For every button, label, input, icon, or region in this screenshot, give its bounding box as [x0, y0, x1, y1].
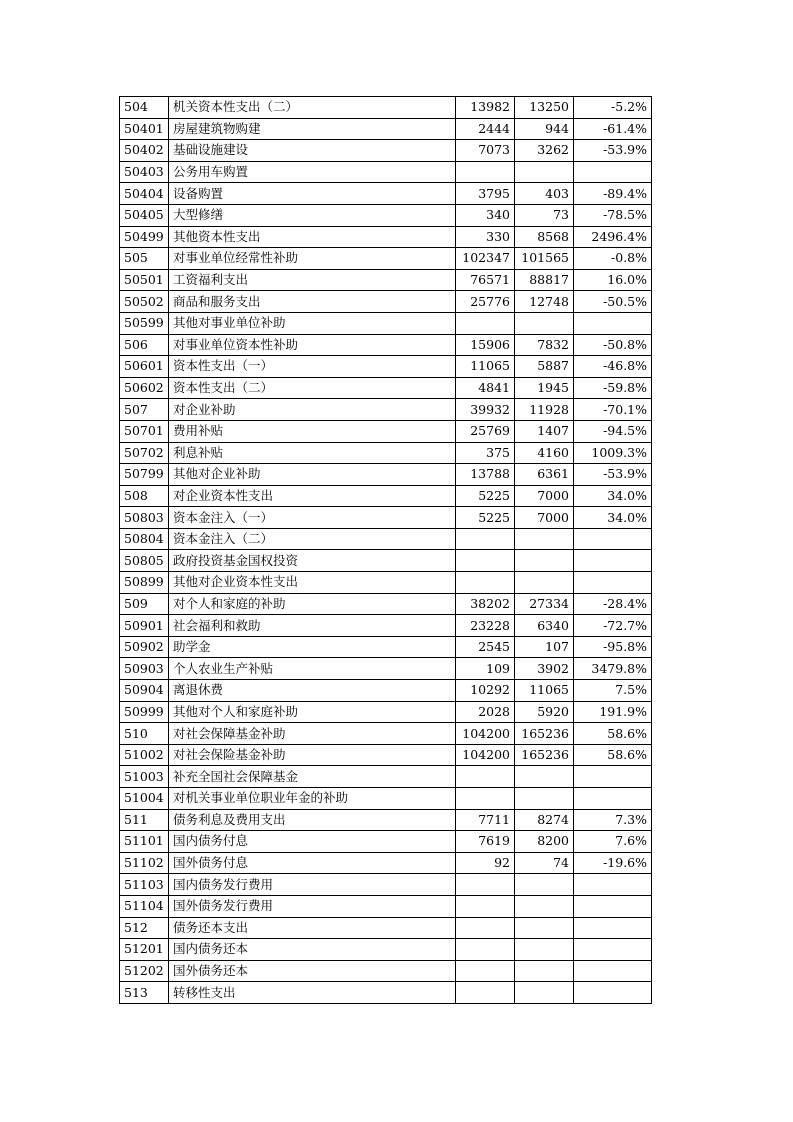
code-cell: 51104: [120, 895, 169, 917]
value-2019-cell: [456, 528, 515, 550]
name-cell: 对社会保障基金补助: [169, 723, 456, 745]
value-2019-cell: 330: [456, 226, 515, 248]
table-row: [120, 356, 652, 378]
code-cell: 50901: [120, 615, 169, 637]
change-percent-cell: [574, 874, 652, 896]
table-row: [120, 723, 652, 745]
name-cell: 房屋建筑物购建: [169, 118, 456, 140]
value-2019-cell: 25769: [456, 420, 515, 442]
change-percent-cell: 34.0%: [574, 485, 652, 507]
name-cell: 债务利息及费用支出: [169, 809, 456, 831]
value-2019-cell: [456, 917, 515, 939]
table-row: [120, 485, 652, 507]
code-cell: 51102: [120, 852, 169, 874]
name-cell: 工资福利支出: [169, 269, 456, 291]
change-percent-cell: 7.3%: [574, 809, 652, 831]
code-cell: 506: [120, 334, 169, 356]
table-row: [120, 269, 652, 291]
table-row: [120, 982, 652, 1004]
name-cell: 其他对事业单位补助: [169, 312, 456, 334]
table-row: [120, 226, 652, 248]
change-percent-cell: -53.9%: [574, 140, 652, 162]
value-2019-cell: [456, 788, 515, 810]
change-percent-cell: [574, 939, 652, 961]
table-row: [120, 97, 652, 119]
table-row: [120, 464, 652, 486]
table-row: [120, 895, 652, 917]
change-percent-cell: [574, 982, 652, 1004]
value-2020-cell: [515, 572, 574, 594]
code-cell: 505: [120, 248, 169, 270]
value-2020-cell: 7000: [515, 485, 574, 507]
table-row: [120, 312, 652, 334]
change-percent-cell: -50.5%: [574, 291, 652, 313]
value-2019-cell: 2028: [456, 701, 515, 723]
value-2020-cell: [515, 917, 574, 939]
value-2019-cell: [456, 874, 515, 896]
name-cell: 其他对企业补助: [169, 464, 456, 486]
value-2019-cell: 375: [456, 442, 515, 464]
name-cell: 其他资本性支出: [169, 226, 456, 248]
code-cell: 50502: [120, 291, 169, 313]
name-cell: 国外债务还本: [169, 960, 456, 982]
code-cell: 50404: [120, 183, 169, 205]
value-2020-cell: 7000: [515, 507, 574, 529]
value-2019-cell: 2444: [456, 118, 515, 140]
code-cell: 50904: [120, 680, 169, 702]
name-cell: 对企业资本性支出: [169, 485, 456, 507]
code-cell: 50401: [120, 118, 169, 140]
change-percent-cell: -72.7%: [574, 615, 652, 637]
value-2020-cell: 944: [515, 118, 574, 140]
value-2020-cell: 403: [515, 183, 574, 205]
value-2019-cell: 13788: [456, 464, 515, 486]
value-2020-cell: 3262: [515, 140, 574, 162]
change-percent-cell: -53.9%: [574, 464, 652, 486]
change-percent-cell: [574, 788, 652, 810]
change-percent-cell: 7.5%: [574, 680, 652, 702]
table-row: [120, 680, 652, 702]
value-2019-cell: 15906: [456, 334, 515, 356]
change-percent-cell: 3479.8%: [574, 658, 652, 680]
value-2020-cell: 11065: [515, 680, 574, 702]
value-2020-cell: 6340: [515, 615, 574, 637]
name-cell: 助学金: [169, 636, 456, 658]
change-percent-cell: -61.4%: [574, 118, 652, 140]
change-percent-cell: -89.4%: [574, 183, 652, 205]
code-cell: 50403: [120, 161, 169, 183]
change-percent-cell: [574, 528, 652, 550]
value-2019-cell: 7711: [456, 809, 515, 831]
code-cell: 50405: [120, 204, 169, 226]
code-cell: 51101: [120, 831, 169, 853]
name-cell: 对企业补助: [169, 399, 456, 421]
change-percent-cell: [574, 960, 652, 982]
name-cell: 资本性支出（一）: [169, 356, 456, 378]
name-cell: 其他对企业资本性支出: [169, 572, 456, 594]
table-row: [120, 874, 652, 896]
table-row: [120, 960, 652, 982]
change-percent-cell: -59.8%: [574, 377, 652, 399]
change-percent-cell: -46.8%: [574, 356, 652, 378]
value-2019-cell: 38202: [456, 593, 515, 615]
name-cell: 对个人和家庭的补助: [169, 593, 456, 615]
value-2019-cell: 25776: [456, 291, 515, 313]
change-percent-cell: [574, 917, 652, 939]
change-percent-cell: -0.8%: [574, 248, 652, 270]
name-cell: 基础设施建设: [169, 140, 456, 162]
value-2020-cell: 1945: [515, 377, 574, 399]
table-row: [120, 939, 652, 961]
value-2019-cell: [456, 939, 515, 961]
table-row: [120, 118, 652, 140]
value-2019-cell: 5225: [456, 485, 515, 507]
value-2019-cell: 76571: [456, 269, 515, 291]
table-row: [120, 334, 652, 356]
value-2020-cell: [515, 161, 574, 183]
change-percent-cell: 1009.3%: [574, 442, 652, 464]
value-2020-cell: [515, 960, 574, 982]
name-cell: 对事业单位资本性补助: [169, 334, 456, 356]
table-row: [120, 809, 652, 831]
code-cell: 50804: [120, 528, 169, 550]
value-2020-cell: 7832: [515, 334, 574, 356]
value-2020-cell: [515, 550, 574, 572]
value-2020-cell: [515, 312, 574, 334]
name-cell: 转移性支出: [169, 982, 456, 1004]
code-cell: 50601: [120, 356, 169, 378]
code-cell: 512: [120, 917, 169, 939]
value-2020-cell: 6361: [515, 464, 574, 486]
value-2020-cell: 1407: [515, 420, 574, 442]
change-percent-cell: -78.5%: [574, 204, 652, 226]
code-cell: 50902: [120, 636, 169, 658]
change-percent-cell: -28.4%: [574, 593, 652, 615]
value-2019-cell: 3795: [456, 183, 515, 205]
table-row: [120, 744, 652, 766]
name-cell: 政府投资基金国权投资: [169, 550, 456, 572]
table-row: [120, 593, 652, 615]
value-2019-cell: 104200: [456, 723, 515, 745]
value-2019-cell: [456, 572, 515, 594]
value-2020-cell: 11928: [515, 399, 574, 421]
value-2020-cell: [515, 766, 574, 788]
table-row: [120, 140, 652, 162]
value-2020-cell: 5920: [515, 701, 574, 723]
value-2020-cell: 165236: [515, 723, 574, 745]
value-2019-cell: 39932: [456, 399, 515, 421]
change-percent-cell: [574, 550, 652, 572]
name-cell: 商品和服务支出: [169, 291, 456, 313]
name-cell: 设备购置: [169, 183, 456, 205]
value-2020-cell: [515, 939, 574, 961]
change-percent-cell: 2496.4%: [574, 226, 652, 248]
name-cell: 对事业单位经常性补助: [169, 248, 456, 270]
value-2019-cell: [456, 766, 515, 788]
name-cell: 大型修缮: [169, 204, 456, 226]
value-2020-cell: 8200: [515, 831, 574, 853]
name-cell: 社会福利和救助: [169, 615, 456, 637]
value-2020-cell: 27334: [515, 593, 574, 615]
value-2019-cell: 92: [456, 852, 515, 874]
name-cell: 国外债务发行费用: [169, 895, 456, 917]
change-percent-cell: [574, 895, 652, 917]
table-row: [120, 550, 652, 572]
value-2019-cell: [456, 550, 515, 572]
code-cell: 50499: [120, 226, 169, 248]
name-cell: 利息补贴: [169, 442, 456, 464]
table-row: [120, 291, 652, 313]
value-2020-cell: [515, 528, 574, 550]
value-2020-cell: [515, 982, 574, 1004]
change-percent-cell: -70.1%: [574, 399, 652, 421]
change-percent-cell: -50.8%: [574, 334, 652, 356]
budget-expenditure-table: [119, 96, 652, 1004]
code-cell: 507: [120, 399, 169, 421]
value-2019-cell: 7619: [456, 831, 515, 853]
change-percent-cell: -19.6%: [574, 852, 652, 874]
value-2020-cell: 8568: [515, 226, 574, 248]
name-cell: 国内债务付息: [169, 831, 456, 853]
code-cell: 510: [120, 723, 169, 745]
code-cell: 50805: [120, 550, 169, 572]
code-cell: 508: [120, 485, 169, 507]
code-cell: 511: [120, 809, 169, 831]
table-row: [120, 658, 652, 680]
change-percent-cell: [574, 572, 652, 594]
table-row: [120, 917, 652, 939]
value-2020-cell: 73: [515, 204, 574, 226]
table-row: [120, 615, 652, 637]
name-cell: 机关资本性支出（二）: [169, 97, 456, 119]
value-2020-cell: [515, 874, 574, 896]
value-2019-cell: 23228: [456, 615, 515, 637]
name-cell: 费用补贴: [169, 420, 456, 442]
code-cell: 50701: [120, 420, 169, 442]
code-cell: 50402: [120, 140, 169, 162]
value-2020-cell: 12748: [515, 291, 574, 313]
table-row: [120, 572, 652, 594]
value-2019-cell: 104200: [456, 744, 515, 766]
table-row: [120, 399, 652, 421]
value-2019-cell: [456, 161, 515, 183]
value-2019-cell: [456, 895, 515, 917]
change-percent-cell: -95.8%: [574, 636, 652, 658]
code-cell: 51202: [120, 960, 169, 982]
change-percent-cell: 58.6%: [574, 723, 652, 745]
value-2020-cell: 74: [515, 852, 574, 874]
code-cell: 51004: [120, 788, 169, 810]
code-cell: 50799: [120, 464, 169, 486]
value-2020-cell: 4160: [515, 442, 574, 464]
code-cell: 51103: [120, 874, 169, 896]
name-cell: 对机关事业单位职业年金的补助: [169, 788, 456, 810]
code-cell: 504: [120, 97, 169, 119]
value-2020-cell: [515, 788, 574, 810]
code-cell: 50501: [120, 269, 169, 291]
change-percent-cell: 34.0%: [574, 507, 652, 529]
code-cell: 513: [120, 982, 169, 1004]
value-2020-cell: 13250: [515, 97, 574, 119]
change-percent-cell: [574, 766, 652, 788]
table-row: [120, 377, 652, 399]
table-body: [120, 97, 652, 1004]
name-cell: 其他对个人和家庭补助: [169, 701, 456, 723]
value-2019-cell: [456, 960, 515, 982]
code-cell: 51002: [120, 744, 169, 766]
code-cell: 50702: [120, 442, 169, 464]
value-2019-cell: 13982: [456, 97, 515, 119]
table-row: [120, 420, 652, 442]
code-cell: 50803: [120, 507, 169, 529]
table-row: [120, 831, 652, 853]
value-2019-cell: 7073: [456, 140, 515, 162]
value-2020-cell: 8274: [515, 809, 574, 831]
name-cell: 公务用车购置: [169, 161, 456, 183]
value-2020-cell: 5887: [515, 356, 574, 378]
value-2020-cell: 107: [515, 636, 574, 658]
change-percent-cell: [574, 161, 652, 183]
value-2020-cell: 165236: [515, 744, 574, 766]
name-cell: 补充全国社会保障基金: [169, 766, 456, 788]
name-cell: 资本金注入（二）: [169, 528, 456, 550]
code-cell: 50599: [120, 312, 169, 334]
change-percent-cell: 191.9%: [574, 701, 652, 723]
name-cell: 资本金注入（一）: [169, 507, 456, 529]
change-percent-cell: 16.0%: [574, 269, 652, 291]
value-2019-cell: 11065: [456, 356, 515, 378]
value-2019-cell: 2545: [456, 636, 515, 658]
change-percent-cell: -94.5%: [574, 420, 652, 442]
value-2020-cell: 101565: [515, 248, 574, 270]
table-row: [120, 636, 652, 658]
value-2019-cell: [456, 312, 515, 334]
table-row: [120, 161, 652, 183]
name-cell: 个人农业生产补贴: [169, 658, 456, 680]
table-row: [120, 248, 652, 270]
value-2020-cell: 88817: [515, 269, 574, 291]
table-row: [120, 701, 652, 723]
table-row: [120, 507, 652, 529]
name-cell: 资本性支出（二）: [169, 377, 456, 399]
table-row: [120, 183, 652, 205]
code-cell: 50602: [120, 377, 169, 399]
change-percent-cell: [574, 312, 652, 334]
change-percent-cell: -5.2%: [574, 97, 652, 119]
table-row: [120, 204, 652, 226]
change-percent-cell: 58.6%: [574, 744, 652, 766]
table-row: [120, 442, 652, 464]
code-cell: 50903: [120, 658, 169, 680]
code-cell: 51201: [120, 939, 169, 961]
value-2019-cell: 4841: [456, 377, 515, 399]
name-cell: 债务还本支出: [169, 917, 456, 939]
change-percent-cell: 7.6%: [574, 831, 652, 853]
code-cell: 509: [120, 593, 169, 615]
value-2019-cell: 102347: [456, 248, 515, 270]
code-cell: 51003: [120, 766, 169, 788]
table-row: [120, 852, 652, 874]
value-2019-cell: 340: [456, 204, 515, 226]
code-cell: 50999: [120, 701, 169, 723]
code-cell: 50899: [120, 572, 169, 594]
value-2019-cell: [456, 982, 515, 1004]
value-2019-cell: 5225: [456, 507, 515, 529]
table-row: [120, 766, 652, 788]
value-2019-cell: 10292: [456, 680, 515, 702]
value-2019-cell: 109: [456, 658, 515, 680]
name-cell: 离退休费: [169, 680, 456, 702]
name-cell: 国外债务付息: [169, 852, 456, 874]
table-row: [120, 788, 652, 810]
value-2020-cell: 3902: [515, 658, 574, 680]
name-cell: 对社会保险基金补助: [169, 744, 456, 766]
table-row: [120, 528, 652, 550]
name-cell: 国内债务还本: [169, 939, 456, 961]
value-2020-cell: [515, 895, 574, 917]
name-cell: 国内债务发行费用: [169, 874, 456, 896]
